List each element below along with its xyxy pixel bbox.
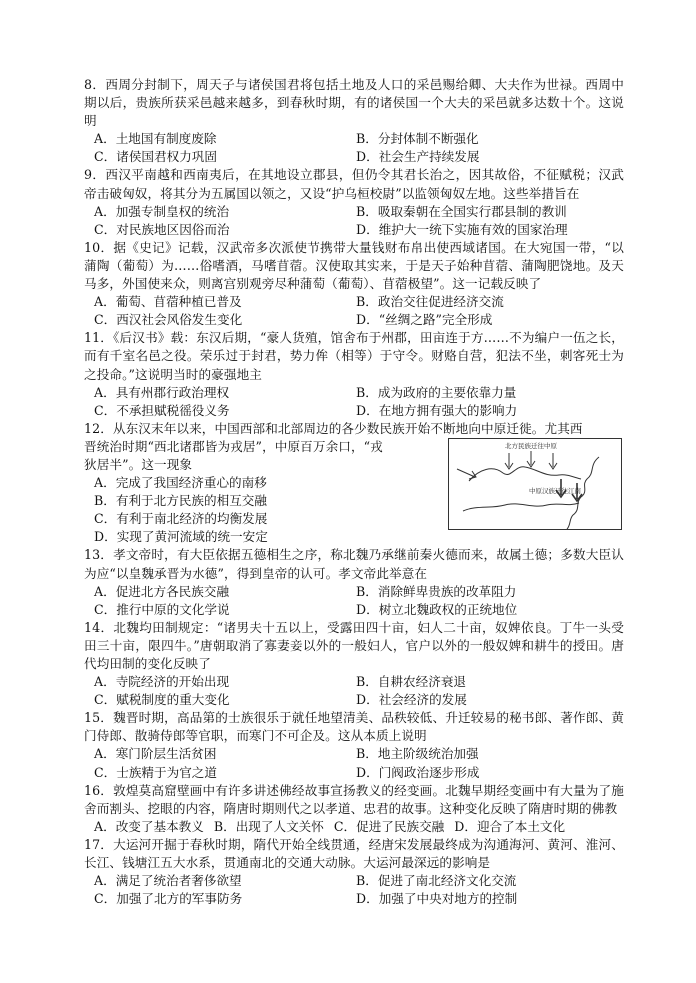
option-c[interactable]: C．不承担赋税徭役义务: [94, 402, 230, 418]
options: [84, 384, 624, 420]
option-d[interactable]: D．“丝绸之路”完全形成: [356, 312, 493, 328]
option-a[interactable]: A．寒门阶层生活贫困: [94, 746, 217, 762]
question-11: [84, 329, 624, 419]
option-b[interactable]: B．政治交往促进经济交流: [356, 294, 504, 310]
option-a[interactable]: A．土地国有制度废除: [94, 131, 217, 147]
option-b[interactable]: B．消除鲜卑贵族的改革阻力: [356, 583, 517, 599]
options: [84, 583, 624, 619]
option-a[interactable]: A．寺院经济的开始出现: [94, 674, 230, 690]
option-a[interactable]: A．葡萄、苜蓿种植已普及: [94, 294, 242, 310]
question-15: [84, 709, 624, 781]
option-b[interactable]: B．分封体制不断强化: [356, 131, 479, 147]
option-c[interactable]: C．对民族地区因俗而治: [94, 221, 230, 237]
option-a[interactable]: A．改变了基本教义: [94, 818, 204, 834]
option-c[interactable]: C．士族精于为官之道: [94, 764, 217, 780]
option-a[interactable]: A．加强专制皇权的统治: [94, 203, 230, 219]
option-b[interactable]: B．出现了人文关怀: [213, 818, 324, 834]
question-stem-line-1: 12．从东汉末年以来，中国西部和北部周边的各少数民族开始不断地向中原迁徙。尤其西: [84, 420, 583, 436]
options: [84, 293, 624, 329]
option-d[interactable]: D．树立北魏政权的正统地位: [356, 601, 518, 617]
question-stem: 9．西汉平南越和西南夷后，在其地设立郡县，但仍令其君长治之，因其故俗，不征赋税；汉武帝击破匈奴，将其分为五属国以领之，又设“护乌桓校尉”以监领匈奴左地。这些举措旨在: [84, 167, 624, 201]
option-d[interactable]: D．迎合了本土文化: [454, 818, 566, 834]
options: [84, 203, 624, 239]
map-label-south: 中原汉族迁往江南: [529, 486, 581, 495]
option-b[interactable]: B．成为政府的主要依靠力量: [356, 384, 517, 400]
option-d[interactable]: D．维护大一统下实施有效的国家治理: [356, 221, 568, 237]
option-b[interactable]: B．自耕农经济衰退: [356, 674, 467, 690]
option-a[interactable]: A．满足了统治者奢侈欲望: [94, 873, 242, 889]
yellow-river: [469, 467, 581, 481]
question-17: [84, 836, 624, 908]
question-stem: 10．据《史记》记载，汉武帝多次派使节携带大量钱财布帛出使西域诸国。在大宛国一带，“以蒲陶（葡萄）为……俗嗜酒，马嗜苜蓿。汉使取其实来，于是天子始种苜蓿、蒲陶肥饶地。及天马多，外国使来众，则离宫别观旁尽种蒲萄（葡萄）、苜蓿极望”。这一记载反映了: [84, 239, 624, 292]
question-stem-line-2: 晋统治时期“西北诸郡皆为戎居”，中原百万余口，“戎: [84, 438, 383, 454]
question-10: [84, 239, 624, 329]
question-stem: 13．孝文帝时，有大臣依据五德相生之序，称北魏乃承继前秦火德而来，故属土德；多数大臣认为应“以皇魏承晋为水德”，得到皇帝的认可。孝文帝此举意在: [84, 547, 624, 581]
options: [84, 130, 624, 166]
map-title: 北方民族迁往中原: [505, 441, 557, 450]
question-9: [84, 166, 624, 238]
options: [84, 474, 444, 546]
option-d[interactable]: D．在地方拥有强大的影响力: [356, 402, 518, 418]
question-8: [84, 76, 624, 166]
option-d[interactable]: D．社会生产持续发展: [356, 149, 480, 165]
option-a[interactable]: A．完成了我国经济重心的南移: [94, 475, 267, 491]
option-d[interactable]: D．实现了黄河流域的统一安定: [94, 529, 268, 545]
yangtze-river: [463, 503, 579, 511]
migration-map: [448, 438, 622, 530]
option-c[interactable]: C．诸侯国君权力巩固: [94, 149, 217, 165]
option-b[interactable]: B．有利于北方民族的相互交融: [94, 493, 267, 509]
question-stem: 17．大运河开掘于春秋时期，隋代开始全线贯通，经唐宋发展最终成为沟通海河、黄河、淮河、长江、钱塘江五大水系，贯通南北的交通大动脉。大运河最深远的影响是: [84, 836, 624, 871]
option-c[interactable]: C．推行中原的文化学说: [94, 601, 230, 617]
option-b[interactable]: B．吸取秦朝在全国实行郡县制的教训: [356, 203, 567, 219]
option-c[interactable]: C．赋税制度的重大变化: [94, 692, 230, 708]
question-stem: 14．北魏均田制规定：“诸男夫十五以上，受露田四十亩，妇人二十亩，奴婢依良。丁牛一头受田三十亩，限四牛。”唐朝取消了寡妻妾以外的一般妇人，官户以外的一般奴婢和耕牛的授田。唐代均田制的变化反映了: [84, 619, 624, 671]
question-stem: 15．魏晋时期，高品第的士族很乐于就任地望清美、品秩较低、升迁较易的秘书郎、著作郎、黄门侍郎、散骑侍郎等官职，而寒门不可企及。这从本质上说明: [84, 710, 624, 744]
question-14: [84, 619, 624, 709]
exam-page: [84, 76, 624, 908]
option-c[interactable]: C．有利于南北经济的均衡发展: [94, 511, 268, 527]
question-stem: 11．《后汉书》载：东汉后期，“豪人货殖，馆舍布于州郡，田亩连于方……不为编户一伍之长，而有千室名邑之役。荣乐过于封君，势力侔（相等）于守令。财赂自营，犯法不坐，刺客死士为之投命。”这说明当时的豪强地主: [84, 330, 624, 382]
north-migration-arrows: [505, 451, 557, 469]
option-a[interactable]: A．促进北方各民族交融: [94, 583, 230, 599]
options: [84, 818, 624, 836]
option-d[interactable]: D．加强了中央对地方的控制: [356, 891, 518, 907]
option-d[interactable]: D．门阀政治逐步形成: [356, 764, 480, 780]
question-16: [84, 782, 624, 836]
question-12: [84, 420, 624, 547]
option-b[interactable]: B．促进了南北经济文化交流: [356, 873, 517, 889]
question-stem-line-3: 狄居半”。这一现象: [84, 456, 193, 472]
option-c[interactable]: C．西汉社会风俗发生变化: [94, 312, 243, 328]
option-a[interactable]: A．具有州郡行政治理权: [94, 384, 230, 400]
question-13: [84, 546, 624, 618]
options: [84, 673, 624, 709]
west-migration-arrow: [457, 469, 476, 479]
options: [84, 872, 624, 908]
question-stem: 16．敦煌莫高窟壁画中有许多讲述佛经故事宣扬教义的经变画。北魏早期经变画中有大量为了施舍而割头、挖眼的内容，隋唐时期则代之以孝道、忠君的故事。这种变化反映了隋唐时期的佛教: [84, 782, 624, 816]
option-b[interactable]: B．地主阶级统治加强: [356, 746, 479, 762]
option-c[interactable]: C．促进了民族交融: [333, 818, 445, 834]
option-c[interactable]: C．加强了北方的军事防务: [94, 891, 243, 907]
question-stem: 8．西周分封制下，周天子与诸侯国君将包括土地及人口的采邑赐给卿、大夫作为世禄。西周中期以后，贵族所获采邑越来越多，到春秋时期，有的诸侯国一个大夫的采邑就多达数十个。这说明: [84, 77, 624, 129]
option-d[interactable]: D．社会经济的发展: [356, 692, 467, 708]
map-drawing: [449, 439, 621, 529]
options: [84, 745, 624, 781]
